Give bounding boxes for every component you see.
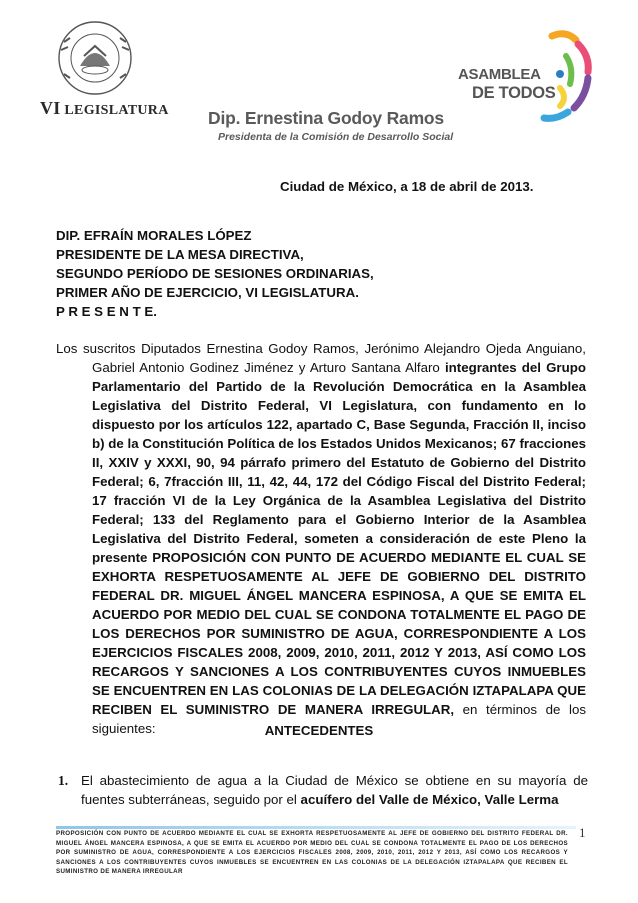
addressee-line-1: DIP. EFRAÍN MORALES LÓPEZ: [56, 228, 252, 243]
page-number: 1: [579, 825, 586, 840]
list-item: [58, 771, 588, 809]
list-item-text: El abastecimiento de agua a la Ciudad de México se obtiene en su mayoría de fuentes subterráneas, seguido por el: [81, 773, 588, 807]
addressee-line-4: PRIMER AÑO DE EJERCICIO, VI LEGISLATURA.: [56, 285, 359, 300]
logo-text-line2: DE TODOS: [472, 84, 556, 102]
legislatura-word: LEGISLATURA: [64, 103, 169, 118]
addressee-line-2: PRESIDENTE DE LA MESA DIRECTIVA,: [56, 247, 304, 262]
date-line: Ciudad de México, a 18 de abril de 2013.: [280, 179, 534, 194]
addressee-line-5: P R E S E N T E.: [56, 304, 157, 319]
deputy-name: Dip. Ernestina Godoy Ramos: [208, 108, 444, 128]
section-heading: ANTECEDENTES: [264, 723, 374, 738]
intro-text-part3: en términos de los siguientes:: [92, 702, 586, 736]
addressee-line-3: SEGUNDO PERÍODO DE SESIONES ORDINARIAS,: [56, 266, 374, 281]
intro-paragraph: [56, 339, 586, 738]
footer-text: PROPOSICIÓN CON PUNTO DE ACUERDO MEDIANTE EL CUAL SE EXHORTA RESPETUOSAMENTE AL JEFE DE GOBIERNO DEL DISTRITO FEDERAL DR. MIGUEL ÁNGEL MANCERA ESPINOSA, A QUE SE EMITA EL ACUERDO POR MEDIO DEL CUAL SE CONDONA TOTALMENTE EL PAGO DE LOS DERECHOS POR SUMINISTRO DE AGUA, CORRESPONDIENTE A LOS EJERCICIOS FISCALES 2008, 2009, 2010, 2011, 2012 Y 2013, ASÍ COMO LOS RECARGOS Y SANCIONES A LOS CONTRIBUYENTES CUYOS INMUEBLES SE ENCUENTREN EN LAS COLONIAS DE LA DELEGACIÓN IZTAPALAPA QUE RECIBEN EL SUMINISTRO DE MANERA IRREGULAR: [56, 830, 568, 875]
legislatura-roman: VI: [40, 98, 61, 118]
deputy-role: Presidenta de la Comisión de Desarrollo Social: [218, 131, 454, 143]
intro-text-bold: integrantes del Grupo Parlamentario del Partido de la Revolución Democrática en la Asamblea Legislativa del Distrito Federal, VI Legislatura, con fundamento en lo dispuesto por los artículos 122, apartado C, Base Segunda, Fracción II, inciso b) de la Constitución Política de los Estados Unidos Mexicanos; 67 fracciones II, XXIV y XXXI, 90, 94 párrafo primero del Estatuto de Gobierno del Distrito Federal; 6, 7fracción III, 11, 42, 44, 172 del Código Fiscal del Distrito Federal; 17 fracción VI de la Ley Orgánica de la Asamblea Legislativa del Distrito Federal; 133 del Reglamento para el Gobierno Interior de la Asamblea Legislativa del Distrito Federal, someten a consideración de este Pleno la presente PROPOSICIÓN CON PUNTO DE ACUERDO MEDIANTE EL CUAL SE EXHORTA RESPETUOSAMENTE AL JEFE DE GOBIERNO DEL DISTRITO FEDERAL DR. MIGUEL ÁNGEL MANCERA ESPINOSA, A QUE SE EMITA EL ACUERDO POR MEDIO DEL CUAL SE CONDONA TOTALMENTE EL PAGO DE LOS DERECHOS POR SUMINISTRO DE AGUA, CORRESPONDIENTE A LOS EJERCICIOS FISCALES 2008, 2009, 2010, 2011, 2012 Y 2013, ASÍ COMO LOS RECARGOS Y SANCIONES A LOS CONTRIBUYENTES CUYOS INMUEBLES SE ENCUENTREN EN LAS COLONIAS DE LA DELEGACIÓN IZTAPALAPA QUE RECIBEN EL SUMINISTRO DE MANERA IRREGULAR,: [92, 360, 586, 717]
assembly-seal-icon: [50, 20, 140, 98]
list-item-bold-text: acuífero del Valle de México, Valle Lerma: [300, 792, 559, 807]
list-item-number: 1.: [58, 773, 69, 788]
intro-text-part1: Los suscritos Diputados Ernestina Godoy Ramos, Jerónimo Alejandro Ojeda Anguiano, Gabriel Antonio Godinez Jiménez y Arturo Santana Alfaro: [56, 341, 586, 375]
legislatura-label: [40, 98, 169, 119]
logo-text-line1: ASAMBLEA: [458, 66, 541, 83]
